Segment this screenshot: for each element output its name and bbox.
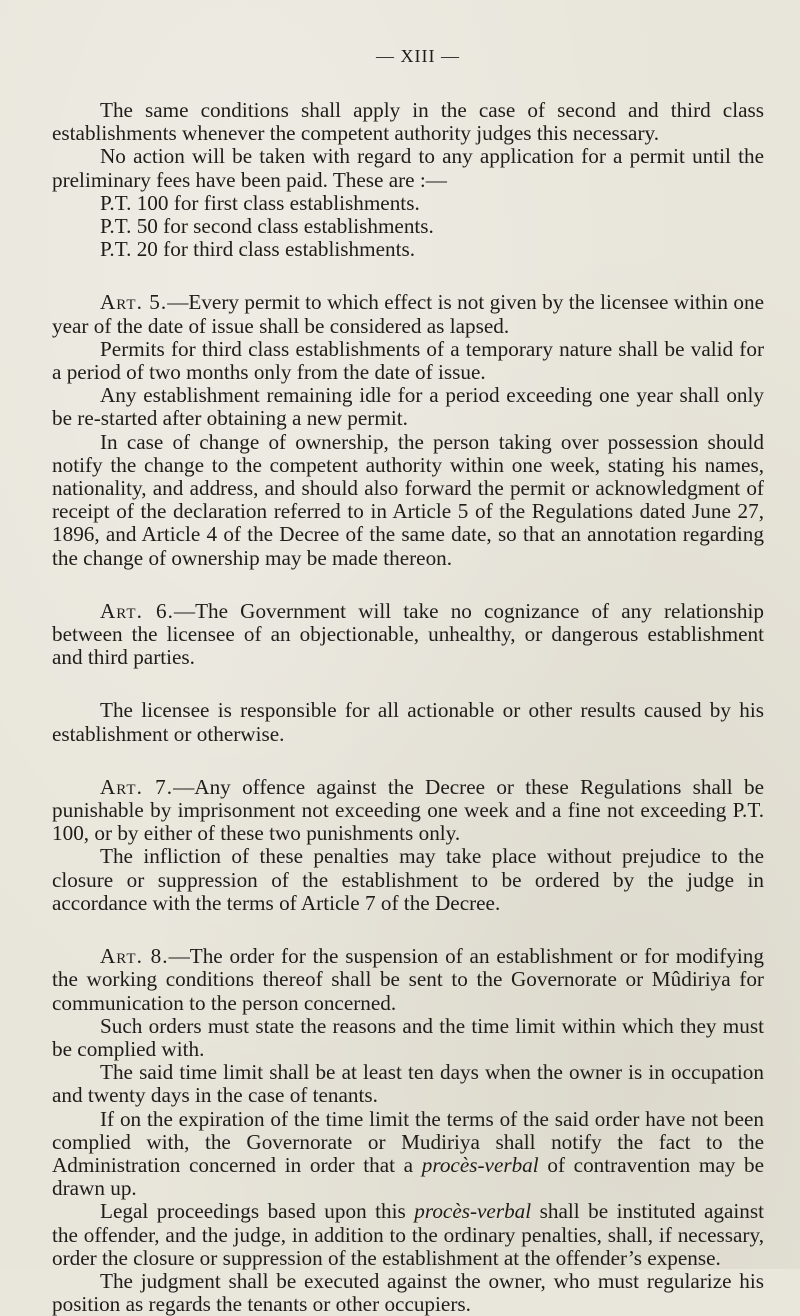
paragraph: The judgment shall be executed against the owner, who must regularize his position as regards the tenants or other occupiers.: [52, 1268, 764, 1316]
paragraph: [52, 776, 764, 846]
article-7: [52, 776, 764, 915]
fee-item: P.T. 20 for third class establishments.: [100, 237, 416, 262]
paragraph: Permits for third class establishments of a temporary nature shall be valid for a period of two months only from the date of issue.: [52, 336, 764, 385]
paragraph: In case of change of ownership, the person taking over possession should notify the change to the competent authority within one week, stating his names, nationality, and address, and should also forward the permit or acknowledgment of receipt of the declaration referred to in Article 5 of the Regulations dated June 27, 1896, and Article 4 of the Decree of the same date, so that an annotation regarding the change of ownership may be made thereon.: [52, 429, 764, 570]
text-run: Legal proceedings based upon this: [100, 1199, 415, 1224]
paragraph: The same conditions shall apply in the case of second and third class establishments whenever the competent authority judges this necessary.: [52, 98, 764, 146]
paragraph: [52, 945, 764, 1015]
paragraph: [52, 1200, 764, 1270]
page-number: — XIII —: [376, 46, 460, 66]
article-text: —Any offence against the Decree or these Regulations shall be punishable by imprisonment not exceeding one week and a fine not exceeding P.T. 100, or by either of these two punishments only.: [52, 774, 764, 846]
fee-list: [52, 192, 764, 262]
article-label: Art. 6.: [100, 598, 174, 623]
paragraph: [52, 600, 764, 670]
section-intro: [52, 99, 764, 261]
paragraph: [52, 291, 764, 337]
text-run: of contravention may be drawn up.: [52, 1152, 764, 1201]
italic-term: procès-verbal: [414, 1199, 532, 1224]
article-label: Art. 7.: [100, 774, 174, 799]
paragraph: The infliction of these penalties may take place without prejudice to the closure or suppression of the establishment to be ordered by the judge in accordance with the terms of Article 7 of the Decree.: [52, 844, 764, 915]
italic-term: procès-verbal: [421, 1152, 539, 1177]
fee-item: P.T. 50 for second class establishments.: [100, 214, 434, 239]
text-run: shall be instituted against the offender, and the judge, in addition to the ordinary penalties, shall, if necessary, order the closure or suppression of the establishment at the offender’s expense.: [52, 1199, 764, 1270]
article-text: —The order for the suspension of an establishment or for modifying the working conditions thereof shall be sent to the Governorate or Mûdiriya for communication to the person concerned.: [52, 944, 764, 1015]
article-label: Art. 8.: [100, 944, 169, 969]
paragraph: Any establishment remaining idle for a period exceeding one year shall only be re-started after obtaining a new permit.: [52, 383, 764, 431]
paragraph: The licensee is responsible for all actionable or other results caused by his establishment or otherwise.: [52, 698, 764, 746]
fee-item: P.T. 100 for first class establishments.: [100, 190, 420, 215]
article-5: [52, 291, 764, 569]
paragraph: Such orders must state the reasons and the time limit within which they must be complied with.: [52, 1013, 764, 1061]
paragraph: [52, 1108, 764, 1201]
article-6: [52, 600, 764, 746]
paragraph: The said time limit shall be at least ten days when the owner is in occupation and twenty days in the case of tenants.: [52, 1060, 764, 1108]
paragraph: No action will be taken with regard to any application for a permit until the preliminary fees have been paid. These are :—: [52, 144, 764, 192]
article-8: [52, 945, 764, 1316]
article-text: —Every permit to which effect is not given by the licensee within one year of the date of issue shall be considered as lapsed.: [52, 290, 764, 338]
document-body: [52, 99, 764, 1316]
article-text: —The Government will take no cognizance of any relationship between the licensee of an objectionable, unhealthy, or dangerous establishment and third parties.: [52, 598, 764, 670]
text-run: If on the expiration of the time limit the terms of the said order have not been complied with, the Governorate or Mudiriya shall notify the fact to the Administration concerned in order that a: [52, 1106, 764, 1177]
article-label: Art. 5.: [100, 290, 168, 315]
